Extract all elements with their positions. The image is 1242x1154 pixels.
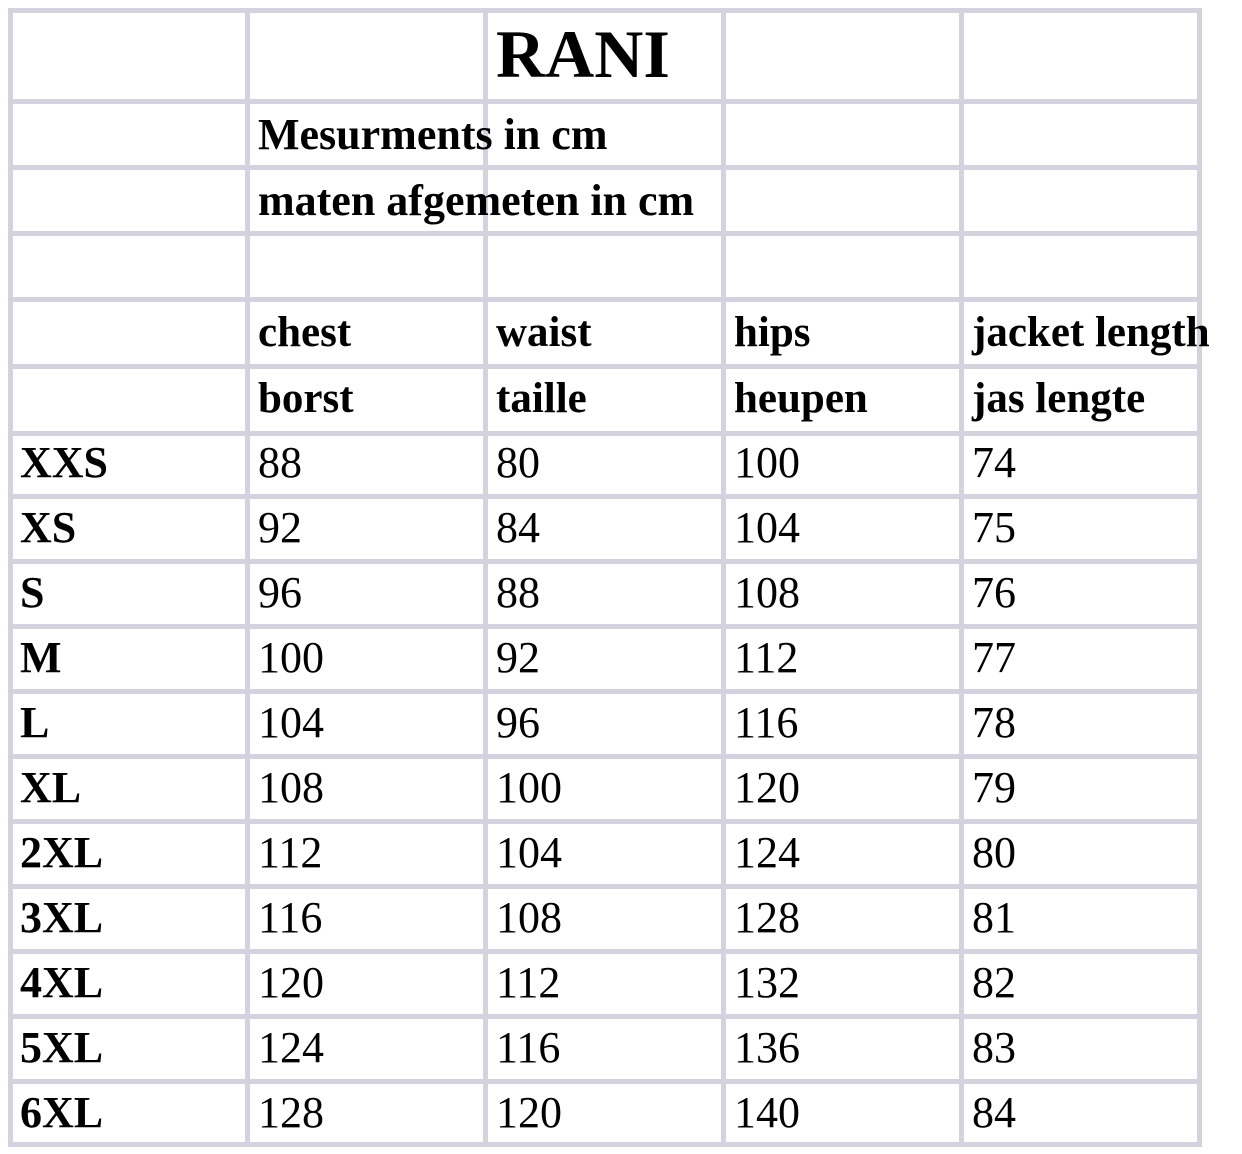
table-cell: 116 — [258, 893, 323, 942]
grid-horizontal-line — [8, 364, 1202, 369]
table-cell: 77 — [972, 633, 1016, 682]
header-heupen: heupen — [734, 375, 868, 422]
size-label: 2XL — [20, 828, 104, 877]
grid-horizontal-line — [8, 1014, 1202, 1019]
grid-horizontal-line — [8, 624, 1202, 629]
grid-horizontal-line — [8, 1142, 1202, 1147]
header-borst: borst — [258, 375, 354, 422]
size-label: XL — [20, 763, 82, 812]
size-label: 3XL — [20, 893, 104, 942]
table-cell: 104 — [734, 503, 800, 552]
table-cell: 81 — [972, 893, 1016, 942]
table-cell: 124 — [734, 828, 800, 877]
table-cell: 108 — [734, 568, 800, 617]
header-taille: taille — [496, 375, 587, 422]
table-cell: 100 — [258, 633, 324, 682]
table-cell: 74 — [972, 438, 1016, 487]
table-cell: 78 — [972, 698, 1016, 747]
table-cell: 112 — [258, 828, 323, 877]
header-jas-lengte: jas lengte — [972, 375, 1146, 422]
header-chest: chest — [258, 309, 352, 356]
table-cell: 92 — [258, 503, 302, 552]
grid-vertical-line — [1197, 8, 1202, 1147]
table-cell: 100 — [496, 763, 562, 812]
table-cell: 88 — [496, 568, 540, 617]
grid-horizontal-line — [8, 559, 1202, 564]
size-label: XXS — [20, 438, 109, 487]
table-cell: 84 — [972, 1088, 1016, 1137]
size-label: 4XL — [20, 958, 104, 1007]
table-cell: 84 — [496, 503, 540, 552]
table-cell: 80 — [496, 438, 540, 487]
subtitle-english: Mesurments in cm — [258, 110, 608, 159]
table-cell: 80 — [972, 828, 1016, 877]
header-jacket-length: jacket length — [972, 309, 1210, 356]
table-cell: 83 — [972, 1023, 1016, 1072]
grid-horizontal-line — [8, 165, 1202, 170]
grid-vertical-line — [8, 8, 13, 1147]
table-cell: 140 — [734, 1088, 800, 1137]
table-cell: 120 — [734, 763, 800, 812]
size-label: S — [20, 568, 45, 617]
table-cell: 100 — [734, 438, 800, 487]
table-cell: 128 — [734, 893, 800, 942]
table-cell: 96 — [496, 698, 540, 747]
page-title: RANI — [496, 16, 670, 92]
size-label: M — [20, 633, 62, 682]
size-label: 5XL — [20, 1023, 104, 1072]
table-cell: 79 — [972, 763, 1016, 812]
table-cell: 116 — [496, 1023, 561, 1072]
table-cell: 132 — [734, 958, 800, 1007]
grid-horizontal-line — [8, 431, 1202, 436]
grid-horizontal-line — [8, 8, 1202, 13]
size-label: L — [20, 698, 50, 747]
header-waist: waist — [496, 309, 592, 356]
grid-horizontal-line — [8, 494, 1202, 499]
table-cell: 96 — [258, 568, 302, 617]
grid-horizontal-line — [8, 754, 1202, 759]
size-label: XS — [20, 503, 77, 552]
table-cell: 108 — [496, 893, 562, 942]
grid-horizontal-line — [8, 884, 1202, 889]
grid-horizontal-line — [8, 949, 1202, 954]
table-cell: 108 — [258, 763, 324, 812]
subtitle-dutch: maten afgemeten in cm — [258, 176, 695, 225]
grid-horizontal-line — [8, 99, 1202, 104]
table-cell: 82 — [972, 958, 1016, 1007]
grid-horizontal-line — [8, 689, 1202, 694]
header-hips: hips — [734, 309, 811, 356]
table-cell: 120 — [258, 958, 324, 1007]
table-cell: 116 — [734, 698, 799, 747]
grid-horizontal-line — [8, 297, 1202, 302]
grid-vertical-line — [721, 8, 726, 1147]
table-cell: 76 — [972, 568, 1016, 617]
table-cell: 88 — [258, 438, 302, 487]
table-cell: 124 — [258, 1023, 324, 1072]
table-cell: 104 — [496, 828, 562, 877]
grid-vertical-line — [245, 8, 250, 1147]
size-label: 6XL — [20, 1088, 104, 1137]
table-cell: 75 — [972, 503, 1016, 552]
table-cell: 104 — [258, 698, 324, 747]
grid-vertical-line — [959, 8, 964, 1147]
table-cell: 128 — [258, 1088, 324, 1137]
grid-horizontal-line — [8, 819, 1202, 824]
table-cell: 92 — [496, 633, 540, 682]
table-cell: 112 — [496, 958, 561, 1007]
grid-horizontal-line — [8, 1079, 1202, 1084]
table-cell: 112 — [734, 633, 799, 682]
grid-horizontal-line — [8, 231, 1202, 236]
table-cell: 136 — [734, 1023, 800, 1072]
table-cell: 120 — [496, 1088, 562, 1137]
